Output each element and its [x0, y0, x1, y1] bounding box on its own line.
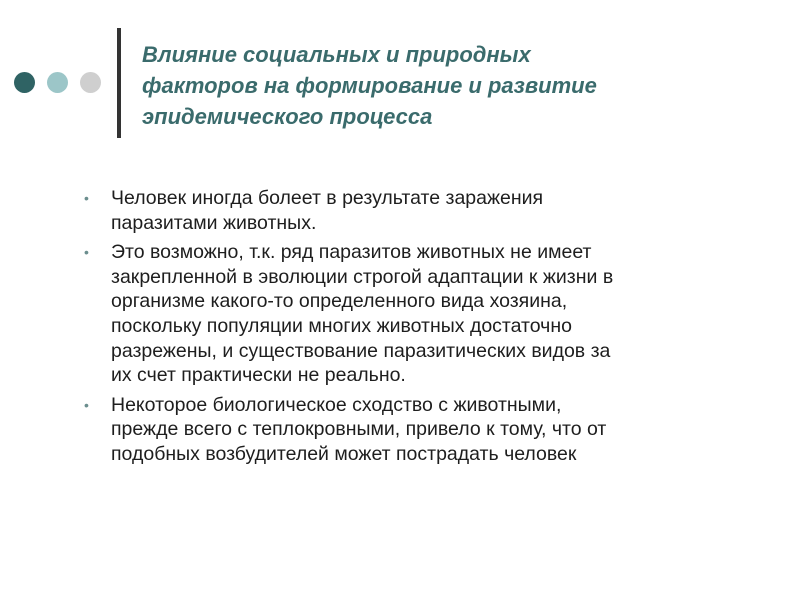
bullet-line: организме какого-то определенного вида хозяина,	[111, 290, 568, 313]
bullet-line: закрепленной в эволюции строгой адаптации к жизни в	[111, 265, 614, 288]
bullet-text	[111, 186, 734, 235]
bullet-line: прежде всего с теплокровными, привело к тому, что от	[111, 418, 607, 441]
bullet-line: подобных возбудителей может пострадать человек	[111, 442, 577, 465]
bullet-icon: •	[84, 190, 89, 206]
bullet-text	[111, 240, 734, 388]
bullet-line: Человек иногда болеет в результате заражения	[111, 187, 544, 209]
gray-dot	[80, 72, 101, 93]
title-line: эпидемического процесса	[142, 104, 433, 129]
title-divider-bar	[117, 28, 121, 138]
slide-title	[142, 39, 762, 132]
bullet-item	[84, 240, 734, 388]
title-line: Влияние социальных и природных	[142, 42, 531, 67]
bullet-line: поскольку популяции многих животных достаточно	[111, 314, 572, 337]
bullet-icon: •	[84, 244, 89, 261]
bullet-line: их счет практически не реально.	[111, 364, 406, 387]
bullet-text	[111, 393, 734, 467]
bullet-line: Это возможно, т.к. ряд паразитов животных не имеет	[111, 241, 592, 264]
bullet-line: паразитами животных.	[111, 211, 317, 234]
dark-teal-dot	[14, 72, 35, 93]
title-line: факторов на формирование и развитие	[142, 73, 597, 98]
light-teal-dot	[47, 72, 68, 93]
bullet-line: разрежены, и существование паразитических видов за	[111, 339, 611, 362]
bullet-line: Некоторое биологическое сходство с животными,	[111, 393, 562, 416]
bullet-item	[84, 186, 734, 235]
decorative-dots	[14, 72, 101, 93]
bullet-icon: •	[84, 396, 89, 413]
bullet-list	[84, 186, 734, 472]
bullet-item	[84, 393, 734, 467]
